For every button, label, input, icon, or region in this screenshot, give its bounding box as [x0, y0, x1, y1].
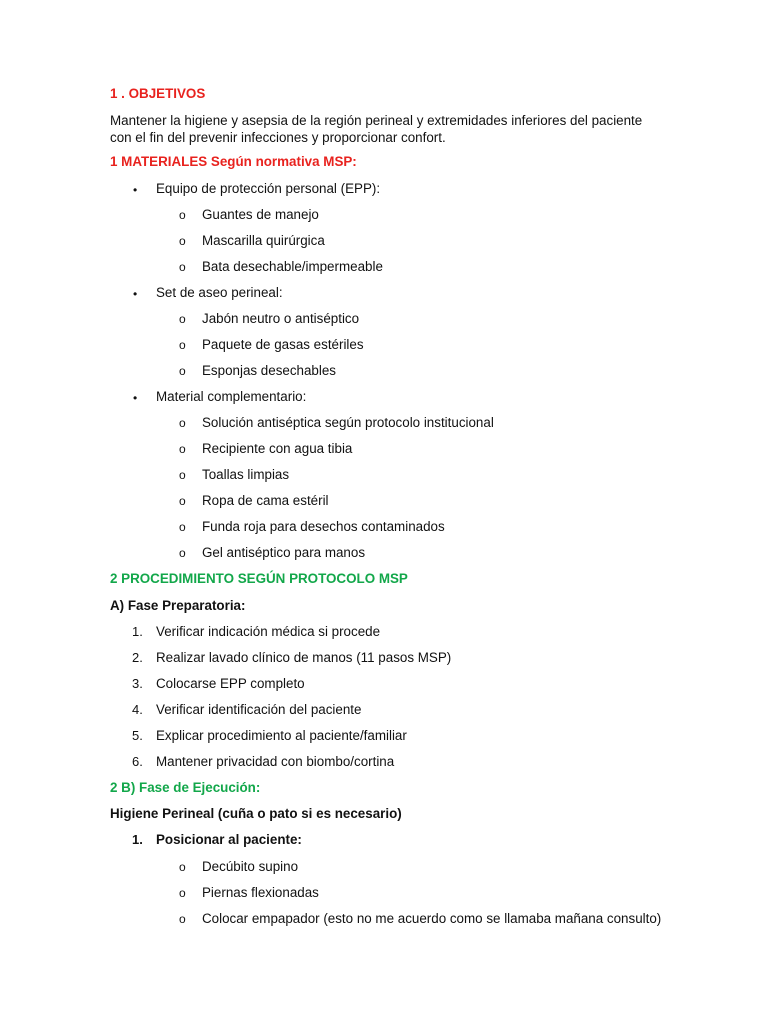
list-item: Funda roja para desechos contaminados	[202, 519, 445, 534]
sub-marker: o	[179, 912, 186, 926]
fase-b-subtitle: Higiene Perineal (cuña o pato si es necesario)	[110, 806, 402, 821]
materiales-group-label: Equipo de protección personal (EPP):	[156, 181, 381, 196]
sub-marker: o	[179, 416, 186, 430]
materiales-heading: 1 MATERIALES Según normativa MSP:	[110, 154, 357, 169]
sub-marker: o	[179, 494, 186, 508]
list-item: Bata desechable/impermeable	[202, 259, 383, 274]
list-item: Guantes de manejo	[202, 207, 319, 222]
step-text: Realizar lavado clínico de manos (11 pasos MSP)	[156, 650, 452, 665]
sub-marker: o	[179, 364, 186, 378]
sub-marker: o	[179, 208, 186, 222]
sub-marker: o	[179, 886, 186, 900]
list-item: Gel antiséptico para manos	[202, 545, 366, 560]
fase-a-title: A) Fase Preparatoria:	[110, 598, 246, 613]
step-number: 2.	[132, 650, 143, 665]
materiales-group-label: Material complementario:	[156, 389, 307, 404]
list-item: Mascarilla quirúrgica	[202, 233, 325, 248]
step-text: Verificar identificación del paciente	[156, 702, 362, 717]
list-item: Paquete de gasas estériles	[202, 337, 364, 352]
sub-marker: o	[179, 520, 186, 534]
step-text: Mantener privacidad con biombo/cortina	[156, 754, 395, 769]
bullet-marker: •	[133, 183, 138, 197]
step-number: 5.	[132, 728, 143, 743]
sub-marker: o	[179, 312, 186, 326]
procedimiento-heading: 2 PROCEDIMIENTO SEGÚN PROTOCOLO MSP	[110, 571, 408, 586]
materiales-group-label: Set de aseo perineal:	[156, 285, 283, 300]
sub-marker: o	[179, 234, 186, 248]
list-item: Esponjas desechables	[202, 363, 336, 378]
list-item: Jabón neutro o antiséptico	[202, 311, 360, 326]
objetivos-heading: 1 . OBJETIVOS	[110, 86, 206, 101]
bullet-marker: •	[133, 287, 138, 301]
list-item: Toallas limpias	[202, 467, 290, 482]
list-item: Recipiente con agua tibia	[202, 441, 353, 456]
sub-marker: o	[179, 260, 186, 274]
list-item: Colocar empapador (esto no me acuerdo como se llamaba mañana consulto)	[202, 911, 662, 926]
objetivos-paragraph: Mantener la higiene y asepsia de la región perineal y extremidades inferiores del paciente con el fin del prevenir infecciones y proporcionar confort.	[110, 113, 643, 145]
list-item: Solución antiséptica según protocolo institucional	[202, 415, 494, 430]
step-number: 6.	[132, 754, 143, 769]
step-number: 4.	[132, 702, 143, 717]
sub-marker: o	[179, 546, 186, 560]
fase-b-title: 2 B) Fase de Ejecución:	[110, 780, 261, 795]
step-text: Verificar indicación médica si procede	[156, 624, 381, 639]
sub-marker: o	[179, 338, 186, 352]
sub-marker: o	[179, 468, 186, 482]
step-text: Explicar procedimiento al paciente/familiar	[156, 728, 407, 743]
list-item: Ropa de cama estéril	[202, 493, 329, 508]
sub-marker: o	[179, 860, 186, 874]
step-number: 1.	[132, 624, 143, 639]
step-number: 1.	[132, 832, 143, 847]
list-item: Decúbito supino	[202, 859, 299, 874]
bullet-marker: •	[133, 391, 138, 405]
step-number: 3.	[132, 676, 143, 691]
step-text: Posicionar al paciente:	[156, 832, 302, 847]
step-text: Colocarse EPP completo	[156, 676, 305, 691]
sub-marker: o	[179, 442, 186, 456]
list-item: Piernas flexionadas	[202, 885, 319, 900]
